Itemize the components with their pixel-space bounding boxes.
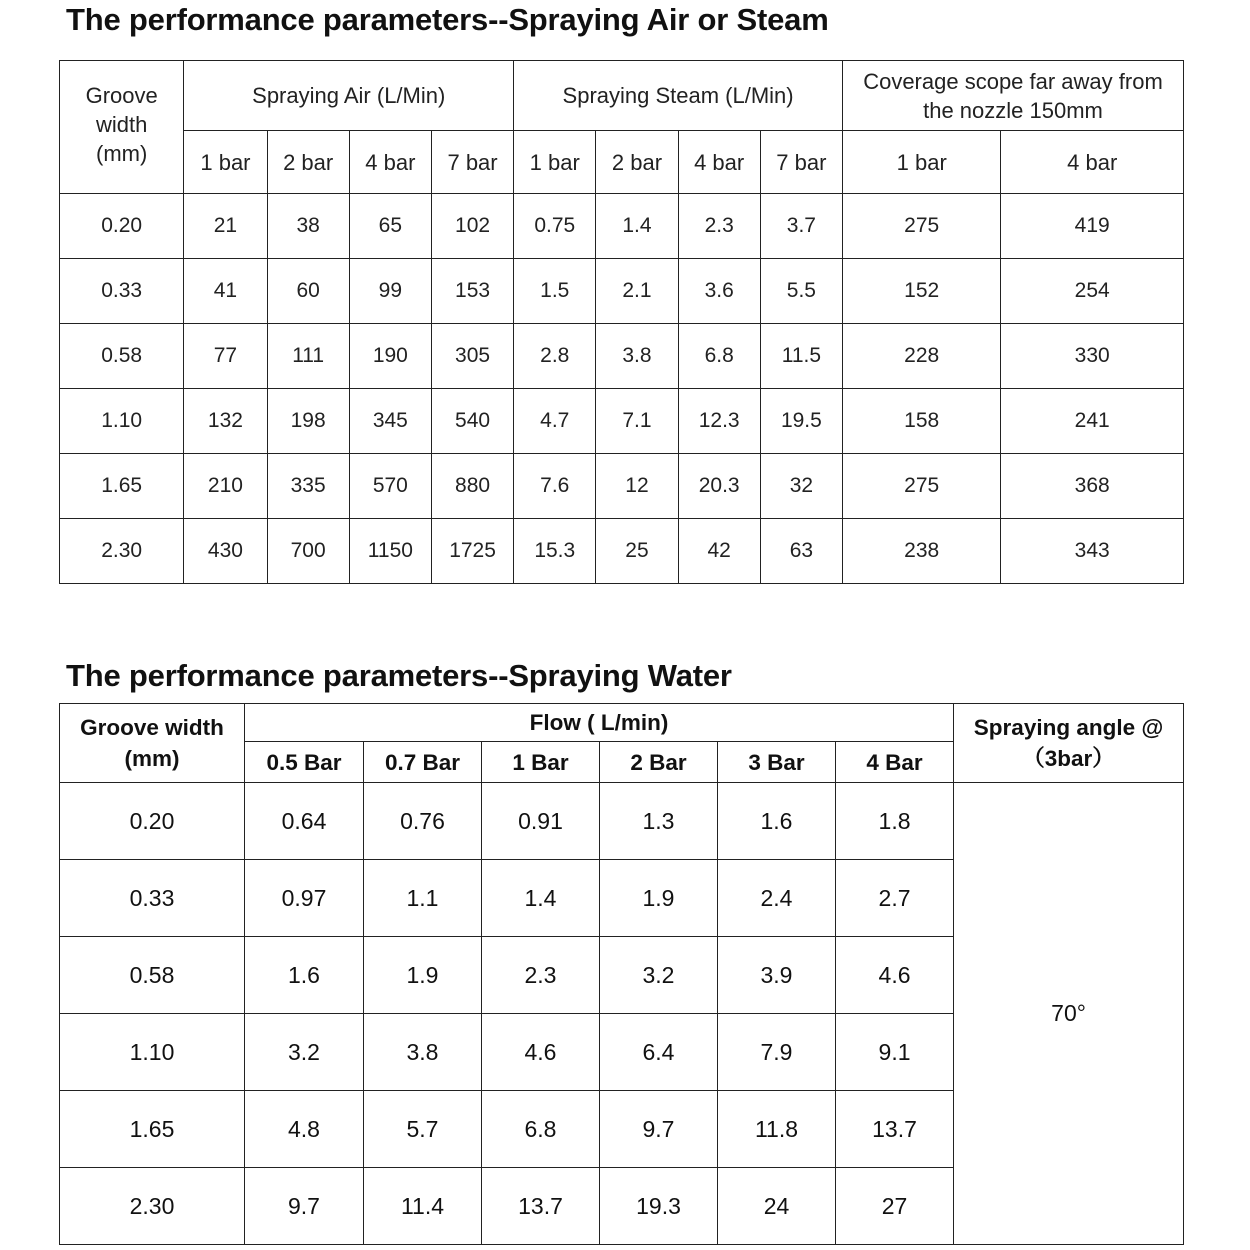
air-steam-performance-table <box>59 60 1184 584</box>
water-pressure-header: 4 Bar <box>836 742 954 783</box>
data-cell: 330 <box>1001 324 1184 389</box>
flow-cell: 19.3 <box>600 1168 718 1245</box>
data-cell: 210 <box>184 454 267 519</box>
water-performance-table <box>59 703 1184 1245</box>
air-pressure-header: 2 bar <box>267 131 349 194</box>
flow-cell: 2.4 <box>718 860 836 937</box>
data-cell: 153 <box>431 259 513 324</box>
groove-width-cell: 1.65 <box>60 1091 245 1168</box>
data-cell: 21 <box>184 194 267 259</box>
data-cell: 158 <box>843 389 1001 454</box>
flow-cell: 3.8 <box>364 1014 482 1091</box>
flow-cell: 11.8 <box>718 1091 836 1168</box>
data-cell: 5.5 <box>760 259 842 324</box>
table-row <box>60 454 1184 519</box>
data-cell: 335 <box>267 454 349 519</box>
data-cell: 41 <box>184 259 267 324</box>
air-pressure-header: 4 bar <box>349 131 431 194</box>
table-row <box>60 259 1184 324</box>
groove-width-cell: 1.10 <box>60 389 184 454</box>
data-cell: 132 <box>184 389 267 454</box>
coverage-pressure-header: 4 bar <box>1001 131 1184 194</box>
data-cell: 99 <box>349 259 431 324</box>
data-cell: 12.3 <box>678 389 760 454</box>
data-cell: 2.3 <box>678 194 760 259</box>
steam-pressure-header: 4 bar <box>678 131 760 194</box>
spraying-steam-header: Spraying Steam (L/Min) <box>514 61 843 131</box>
data-cell: 419 <box>1001 194 1184 259</box>
table-row <box>60 324 1184 389</box>
data-cell: 343 <box>1001 519 1184 584</box>
groove-width-cell: 0.33 <box>60 259 184 324</box>
air-pressure-header: 7 bar <box>431 131 513 194</box>
data-cell: 368 <box>1001 454 1184 519</box>
data-cell: 42 <box>678 519 760 584</box>
data-cell: 152 <box>843 259 1001 324</box>
flow-cell: 3.9 <box>718 937 836 1014</box>
water-pressure-header: 0.5 Bar <box>245 742 364 783</box>
data-cell: 880 <box>431 454 513 519</box>
data-cell: 20.3 <box>678 454 760 519</box>
flow-header: Flow ( L/min) <box>245 704 954 742</box>
water-pressure-header: 1 Bar <box>482 742 600 783</box>
flow-cell: 4.8 <box>245 1091 364 1168</box>
water-table-title: The performance parameters--Spraying Water <box>66 658 732 693</box>
data-cell: 2.8 <box>514 324 596 389</box>
flow-cell: 7.9 <box>718 1014 836 1091</box>
data-cell: 111 <box>267 324 349 389</box>
air-pressure-header: 1 bar <box>184 131 267 194</box>
flow-cell: 1.6 <box>245 937 364 1014</box>
flow-cell: 9.7 <box>600 1091 718 1168</box>
flow-cell: 1.4 <box>482 860 600 937</box>
spraying-air-header: Spraying Air (L/Min) <box>184 61 514 131</box>
groove-width-cell: 0.58 <box>60 324 184 389</box>
water-pressure-header: 2 Bar <box>600 742 718 783</box>
data-cell: 65 <box>349 194 431 259</box>
flow-cell: 3.2 <box>245 1014 364 1091</box>
flow-cell: 0.64 <box>245 783 364 860</box>
data-cell: 1725 <box>431 519 513 584</box>
data-cell: 15.3 <box>514 519 596 584</box>
table-row <box>60 783 1184 860</box>
groove-width-cell: 0.20 <box>60 783 245 860</box>
data-cell: 12 <box>596 454 678 519</box>
data-cell: 32 <box>760 454 842 519</box>
steam-pressure-header: 1 bar <box>514 131 596 194</box>
flow-cell: 13.7 <box>836 1091 954 1168</box>
data-cell: 540 <box>431 389 513 454</box>
data-cell: 102 <box>431 194 513 259</box>
flow-cell: 9.1 <box>836 1014 954 1091</box>
data-cell: 1.4 <box>596 194 678 259</box>
flow-cell: 6.4 <box>600 1014 718 1091</box>
data-cell: 254 <box>1001 259 1184 324</box>
data-cell: 6.8 <box>678 324 760 389</box>
flow-cell: 24 <box>718 1168 836 1245</box>
data-cell: 63 <box>760 519 842 584</box>
data-cell: 190 <box>349 324 431 389</box>
flow-cell: 1.9 <box>600 860 718 937</box>
data-cell: 7.1 <box>596 389 678 454</box>
spraying-angle-cell: 70° <box>954 783 1184 1245</box>
groove-width-cell: 1.10 <box>60 1014 245 1091</box>
data-cell: 228 <box>843 324 1001 389</box>
groove-width-header: Groove width (mm) <box>85 82 158 166</box>
flow-cell: 11.4 <box>364 1168 482 1245</box>
flow-cell: 2.7 <box>836 860 954 937</box>
data-cell: 77 <box>184 324 267 389</box>
data-cell: 3.6 <box>678 259 760 324</box>
data-cell: 1.5 <box>514 259 596 324</box>
flow-cell: 1.3 <box>600 783 718 860</box>
spraying-angle-header: Spraying angle @（3bar） <box>973 715 1164 771</box>
data-cell: 198 <box>267 389 349 454</box>
data-cell: 275 <box>843 454 1001 519</box>
data-cell: 7.6 <box>514 454 596 519</box>
table-row <box>60 519 1184 584</box>
data-cell: 38 <box>267 194 349 259</box>
table-row <box>60 194 1184 259</box>
steam-pressure-header: 7 bar <box>760 131 842 194</box>
flow-cell: 2.3 <box>482 937 600 1014</box>
flow-cell: 3.2 <box>600 937 718 1014</box>
data-cell: 2.1 <box>596 259 678 324</box>
data-cell: 3.8 <box>596 324 678 389</box>
data-cell: 1150 <box>349 519 431 584</box>
flow-cell: 9.7 <box>245 1168 364 1245</box>
flow-cell: 0.76 <box>364 783 482 860</box>
table-row <box>60 389 1184 454</box>
groove-width-cell: 0.58 <box>60 937 245 1014</box>
data-cell: 11.5 <box>760 324 842 389</box>
data-cell: 305 <box>431 324 513 389</box>
flow-cell: 27 <box>836 1168 954 1245</box>
pressure-header-row <box>60 131 1184 194</box>
data-cell: 25 <box>596 519 678 584</box>
flow-cell: 6.8 <box>482 1091 600 1168</box>
groove-width-cell: 1.65 <box>60 454 184 519</box>
flow-cell: 4.6 <box>482 1014 600 1091</box>
groove-width-cell: 0.33 <box>60 860 245 937</box>
groove-width-cell: 2.30 <box>60 519 184 584</box>
data-cell: 345 <box>349 389 431 454</box>
data-cell: 570 <box>349 454 431 519</box>
water-pressure-header: 3 Bar <box>718 742 836 783</box>
flow-cell: 4.6 <box>836 937 954 1014</box>
coverage-pressure-header: 1 bar <box>843 131 1001 194</box>
data-cell: 700 <box>267 519 349 584</box>
data-cell: 275 <box>843 194 1001 259</box>
data-cell: 430 <box>184 519 267 584</box>
water-pressure-header: 0.7 Bar <box>364 742 482 783</box>
groove-width-cell: 0.20 <box>60 194 184 259</box>
flow-cell: 1.1 <box>364 860 482 937</box>
flow-cell: 5.7 <box>364 1091 482 1168</box>
data-cell: 19.5 <box>760 389 842 454</box>
air-steam-table-title: The performance parameters--Spraying Air or Steam <box>66 2 829 37</box>
flow-cell: 13.7 <box>482 1168 600 1245</box>
flow-cell: 0.97 <box>245 860 364 937</box>
groove-width-header: Groove width (mm) <box>80 715 224 771</box>
steam-pressure-header: 2 bar <box>596 131 678 194</box>
coverage-scope-header: Coverage scope far away from the nozzle 150mm <box>863 68 1163 123</box>
data-cell: 241 <box>1001 389 1184 454</box>
flow-cell: 1.8 <box>836 783 954 860</box>
flow-cell: 1.6 <box>718 783 836 860</box>
data-cell: 3.7 <box>760 194 842 259</box>
groove-width-cell: 2.30 <box>60 1168 245 1245</box>
data-cell: 0.75 <box>514 194 596 259</box>
data-cell: 238 <box>843 519 1001 584</box>
data-cell: 60 <box>267 259 349 324</box>
flow-cell: 0.91 <box>482 783 600 860</box>
flow-cell: 1.9 <box>364 937 482 1014</box>
data-cell: 4.7 <box>514 389 596 454</box>
